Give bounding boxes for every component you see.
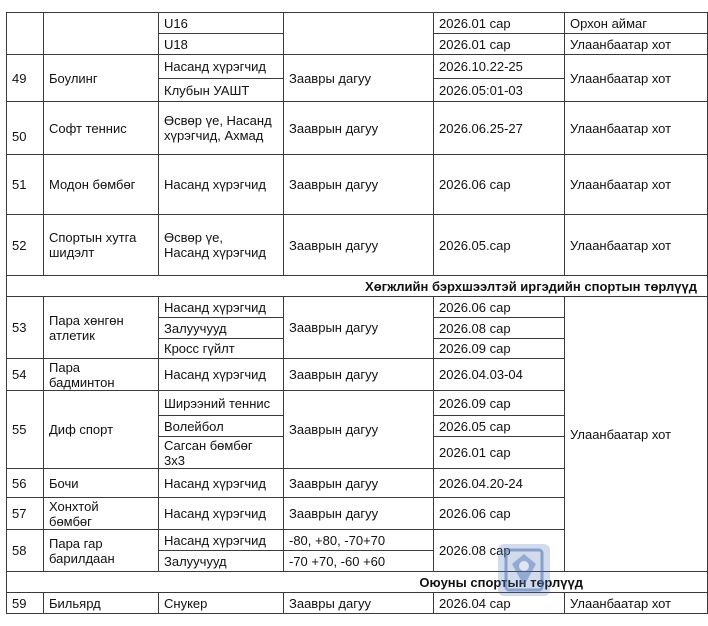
- cell-sport: Диф спорт: [43, 390, 159, 469]
- cell-date: 2026.08 сар: [433, 529, 565, 572]
- cell-no-empty: [6, 12, 44, 55]
- cell-method: Зааврын дагуу: [283, 154, 434, 215]
- cell-method: Зааврын дагуу: [283, 101, 434, 155]
- cell-date: 2026.10.22-25: [433, 54, 565, 79]
- cell-sub: Залуучууд: [158, 550, 284, 572]
- cell-method: Зааврын дагуу: [283, 296, 434, 359]
- cell-date: 2026.01 сар: [433, 436, 565, 469]
- cell-no: 55: [6, 390, 44, 469]
- cell-date: 2026.05.сар: [433, 214, 565, 276]
- cell-no: 56: [6, 468, 44, 498]
- cell-sub: Насанд хүрэгчид: [158, 529, 284, 551]
- cell-sub: Кросс гүйлт: [158, 338, 284, 359]
- cell-place: Орхон аймаг: [564, 12, 708, 34]
- cell-method: Зааврын дагуу: [283, 214, 434, 276]
- cell-sub: Залуучууд: [158, 317, 284, 339]
- cell-date: 2026.05 сар: [433, 415, 565, 437]
- cell-sport: Боулинг: [43, 54, 159, 102]
- cell-sport: Пара гар барилдаан: [43, 529, 159, 572]
- cell-no: 58: [6, 529, 44, 572]
- cell-sub: Өсвөр үе, Насанд хүрэгчид, Ахмад: [158, 101, 284, 155]
- cell-date: 2026.06 сар: [433, 497, 565, 530]
- cell-sub: Волейбол: [158, 415, 284, 437]
- cell-sport: Бочи: [43, 468, 159, 498]
- cell-no: 54: [6, 358, 44, 391]
- cell-sub: U18: [158, 33, 284, 55]
- cell-sport: Модон бөмбөг: [43, 154, 159, 215]
- cell-sub: Насанд хүрэгчид: [158, 154, 284, 215]
- cell-sub: Насанд хүрэгчид: [158, 468, 284, 498]
- cell-no: 53: [6, 296, 44, 359]
- cell-sport: Пара бадминтон: [43, 358, 159, 391]
- cell-date: 2026.01 сар: [433, 12, 565, 34]
- cell-date: 2026.04 сар: [433, 592, 565, 614]
- cell-method-empty: [283, 12, 434, 55]
- cell-place: Улаанбаатар хот: [564, 214, 708, 276]
- cell-sub: Ширээний теннис: [158, 390, 284, 416]
- cell-sub: Насанд хүрэгчид: [158, 358, 284, 391]
- cell-method: Зааврын дагуу: [283, 497, 434, 530]
- cell-no: 50: [6, 101, 44, 155]
- cell-no: 52: [6, 214, 44, 276]
- cell-sport: Бильярд: [43, 592, 159, 614]
- cell-method: Зааврын дагуу: [283, 390, 434, 469]
- cell-sport: Софт теннис: [43, 101, 159, 155]
- cell-date: 2026.06 сар: [433, 296, 565, 318]
- cell-sub: Насанд хүрэгчид: [158, 296, 284, 318]
- cell-sub: Насанд хүрэгчид: [158, 497, 284, 530]
- cell-date: 2026.09 сар: [433, 390, 565, 416]
- cell-sport: Спортын хутга шидэлт: [43, 214, 159, 276]
- cell-sub: Клубын УАШТ: [158, 78, 284, 102]
- cell-date: 2026.05:01-03: [433, 78, 565, 102]
- cell-method: Заавры дагуу: [283, 54, 434, 102]
- cell-date: 2026.09 сар: [433, 338, 565, 359]
- section-header: Оюуны спортын төрлүүд: [6, 571, 708, 593]
- cell-place: Улаанбаатар хот: [564, 154, 708, 215]
- cell-sport: Пара хөнгөн атлетик: [43, 296, 159, 359]
- cell-no: 49: [6, 54, 44, 102]
- cell-place: Улаанбаатар хот: [564, 33, 708, 55]
- cell-place: Улаанбаатар хот: [564, 592, 708, 614]
- cell-sub: Өсвөр үе, Насанд хүрэгчид: [158, 214, 284, 276]
- cell-sub: Сагсан бөмбөг 3х3: [158, 436, 284, 469]
- cell-sub: Насанд хүрэгчид: [158, 54, 284, 79]
- cell-place: Улаанбаатар хот: [564, 101, 708, 155]
- section-header: Хөгжлийн бэрхшээлтэй иргэдийн спортын төрлүүд: [6, 275, 708, 297]
- cell-method: -80, +80, -70+70: [283, 529, 434, 551]
- cell-date: 2026.06 сар: [433, 154, 565, 215]
- cell-date: 2026.04.03-04: [433, 358, 565, 391]
- cell-date: 2026.04.20-24: [433, 468, 565, 498]
- cell-method: Зааврын дагуу: [283, 358, 434, 391]
- cell-method: -70 +70, -60 +60: [283, 550, 434, 572]
- cell-place: Улаанбаатар хот: [564, 54, 708, 102]
- cell-method: Заавры дагуу: [283, 592, 434, 614]
- cell-date: 2026.08 сар: [433, 317, 565, 339]
- cell-no: 57: [6, 497, 44, 530]
- cell-date: 2026.06.25-27: [433, 101, 565, 155]
- cell-no: 59: [6, 592, 44, 614]
- cell-date: 2026.01 сар: [433, 33, 565, 55]
- cell-method: Зааврын дагуу: [283, 468, 434, 498]
- cell-sub: Снукер: [158, 592, 284, 614]
- cell-sport: Хонхтой бөмбөг: [43, 497, 159, 530]
- cell-sub: U16: [158, 12, 284, 34]
- cell-no: 51: [6, 154, 44, 215]
- cell-place-merged: Улаанбаатар хот: [564, 296, 708, 572]
- cell-sport-empty: [43, 12, 159, 55]
